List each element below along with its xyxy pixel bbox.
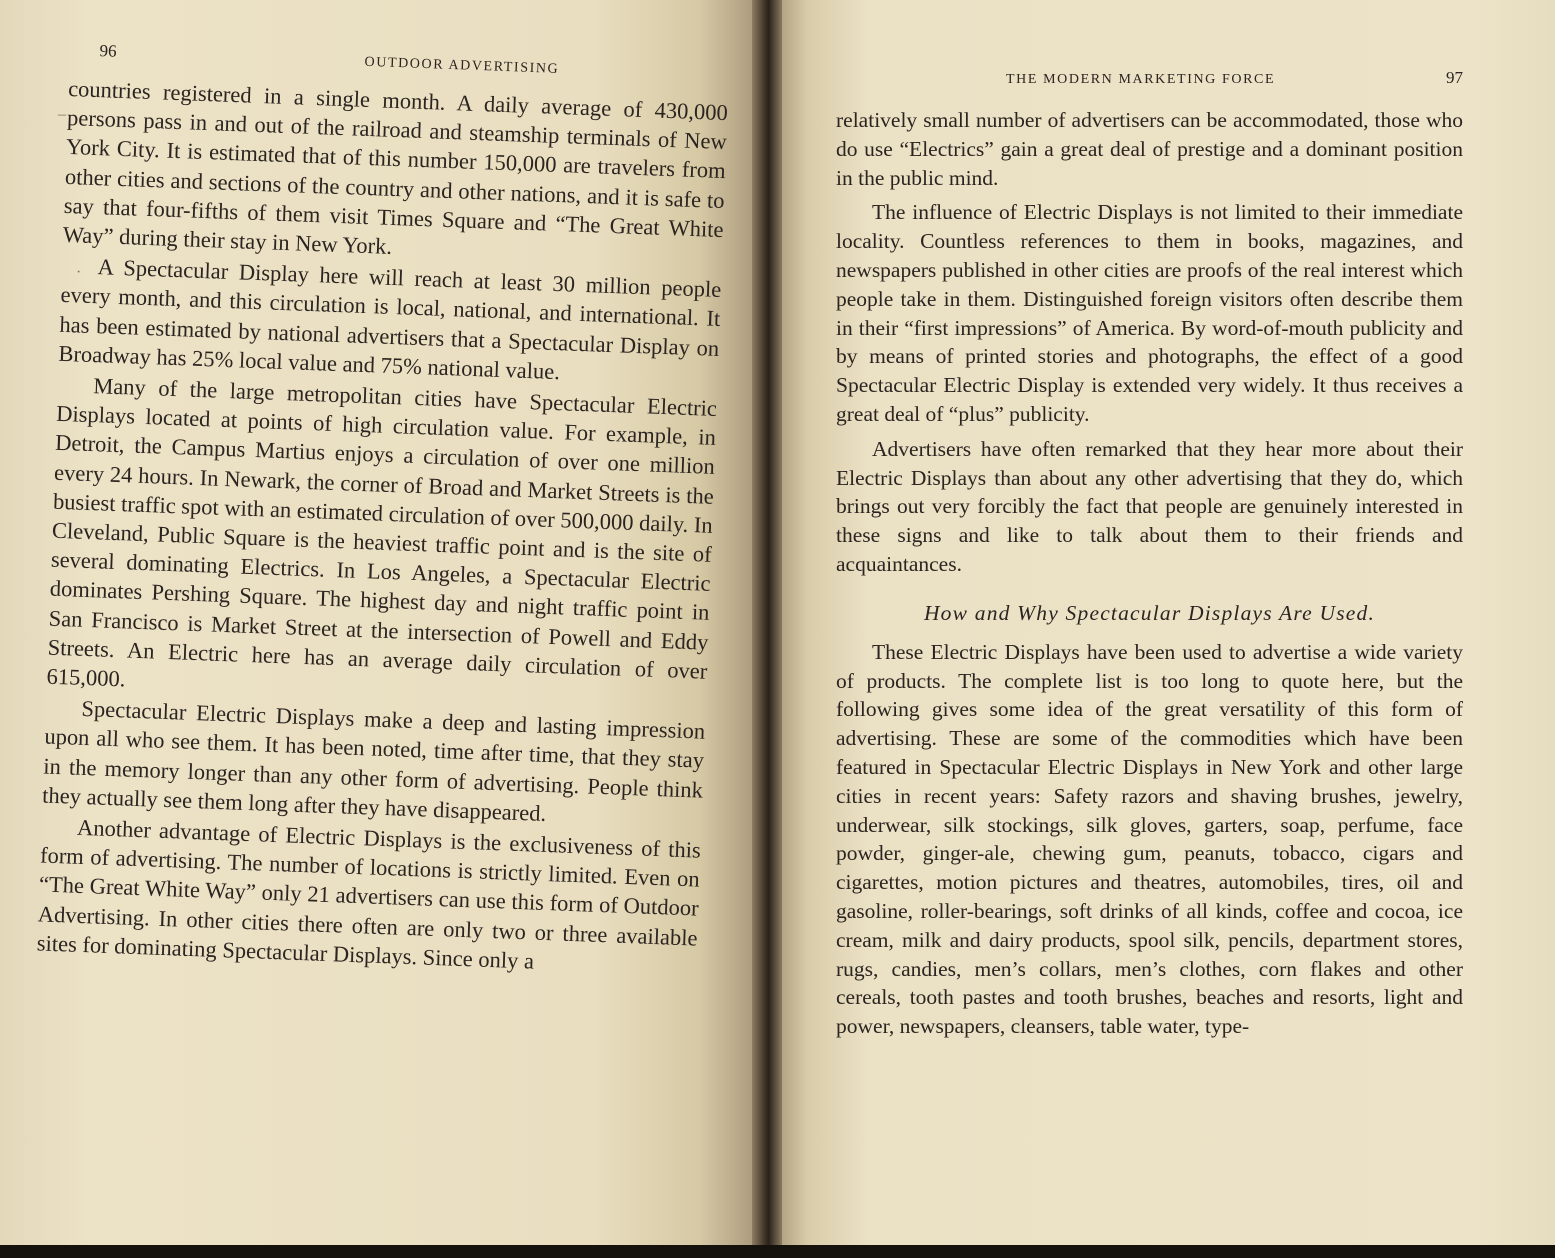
left-paragraph-4: Spectacular Electric Displays make a deep and lasting impression upon all who see them. It has been noted, time after time, that they stay in the memory longer than any other form of advertising. People think they actually see them long after they have disappeared. bbox=[41, 696, 706, 826]
left-page bbox=[0, 0, 760, 1245]
right-running-title: THE MODERN MARKETING FORCE bbox=[1006, 72, 1276, 87]
book-gutter bbox=[752, 0, 782, 1258]
right-paragraph-1: relatively small number of advertisers can be accommodated, those who do use “Electrics” gain a great deal of prestige and a dominant position in the public mind. bbox=[836, 108, 1463, 190]
left-paragraph-1: countries registered in a single month. A daily average of 430,000 persons pass in and out of the railroad and steamship terminals of New York City. It is estimated that of this number 150,000 are travelers from other cities and sections of the country and other nations, and it is safe to say that four-fifths of them visit Times Square and “The Great White Way” during their stay in New York. bbox=[62, 75, 729, 259]
section-paragraph-1: These Electric Displays have been used to advertise a wide variety of products. The complete list is too long to quote here, but the following gives some idea of the great versatility of this form of advertising. These are some of the commodities which have been featured in Spectacular Electric Displays in New York and other large cities in recent years: Safety razors and shaving brushes, jewelry, underwear, silk stockings, silk gloves, garters, soap, perfume, face powder, ginger-ale, chewing gum, peanuts, tobacco, cigars and cigarettes, motion pictures and theatres, automobiles, tires, oil and gasoline, roller-bearings, soft drinks of all kinds, coffee and cocoa, ice cream, milk and dairy products, spool silk, pencils, department stores, rugs, candies, men’s collars, men’s clothes, corn flakes and other cereals, tooth pastes and tooth brushes, beaches and resorts, light and power, newspapers, cleansers, table water, type- bbox=[836, 639, 1463, 1039]
left-running-title: OUTDOOR ADVERTISING bbox=[364, 54, 560, 77]
bottom-edge bbox=[0, 1245, 1555, 1258]
right-paragraph-3: Advertisers have often remarked that they hear more about their Electric Displays than about any other advertising that they do, which brings out very forcibly the fact that people are genuinely interested in these signs and like to talk about them to their friends and acquaintances. bbox=[836, 436, 1463, 576]
left-paragraph-3: Many of the large metropolitan cities have Spectacular Electric Displays located at points of high circulation value. For example, in Detroit, the Campus Martius enjoys a circulation of over one million every 24 hours. In Newark, the corner of Broad and Market Streets is the busiest traffic spot with an estimated circulation of over 500,000 daily. In Cleveland, Public Square is the heaviest traffic point and is the site of several dominating Electrics. In Los Angeles, a Spectacular Electric dominates Pershing Square. The highest day and night traffic point in San Francisco is Market Street at the intersection of Powell and Eddy Streets. An Electric here has an average daily circulation of over 615,000. bbox=[46, 373, 718, 692]
left-page-number: 96 bbox=[99, 41, 117, 61]
left-page-content bbox=[36, 40, 729, 984]
left-paragraph-5: Another advantage of Electric Displays is the exclusiveness of this form of advertising. The number of locations is strictly limited. Even on “The Great White Way” only 21 advertisers can use this form of Outdoor Advertising. In other cities there often are only two or three available sites for dominating Spectacular Displays. Since only a bbox=[36, 814, 702, 974]
right-paragraph-2: The influence of Electric Displays is not limited to their immediate locality. Countless references to them in books, magazines, and newspapers published in other cities are proofs of the real interest which people take in them. Distinguished foreign visitors often describe them in their “first impressions” of America. By word-of-mouth publicity and by means of printed stories and photographs, the effect of a good Spectacular Electric Display is extended very widely. It thus receives a great deal of “plus” publicity. bbox=[836, 200, 1463, 426]
margin-dot-mark: · bbox=[76, 264, 82, 281]
left-paragraph-2: A Spectacular Display here will reach at least 30 million people every month, and this circulation is local, national, and international. It has been estimated by national advertisers that a Spectacular Display on Broadway has 25% local value and 75% national value. bbox=[58, 254, 722, 384]
right-page-content bbox=[836, 68, 1463, 1041]
section-heading: How and Why Spectacular Displays Are Used. bbox=[923, 600, 1376, 625]
right-page-number: 97 bbox=[1446, 68, 1463, 87]
margin-dash-mark: – bbox=[58, 106, 66, 123]
right-running-head bbox=[836, 68, 1463, 88]
